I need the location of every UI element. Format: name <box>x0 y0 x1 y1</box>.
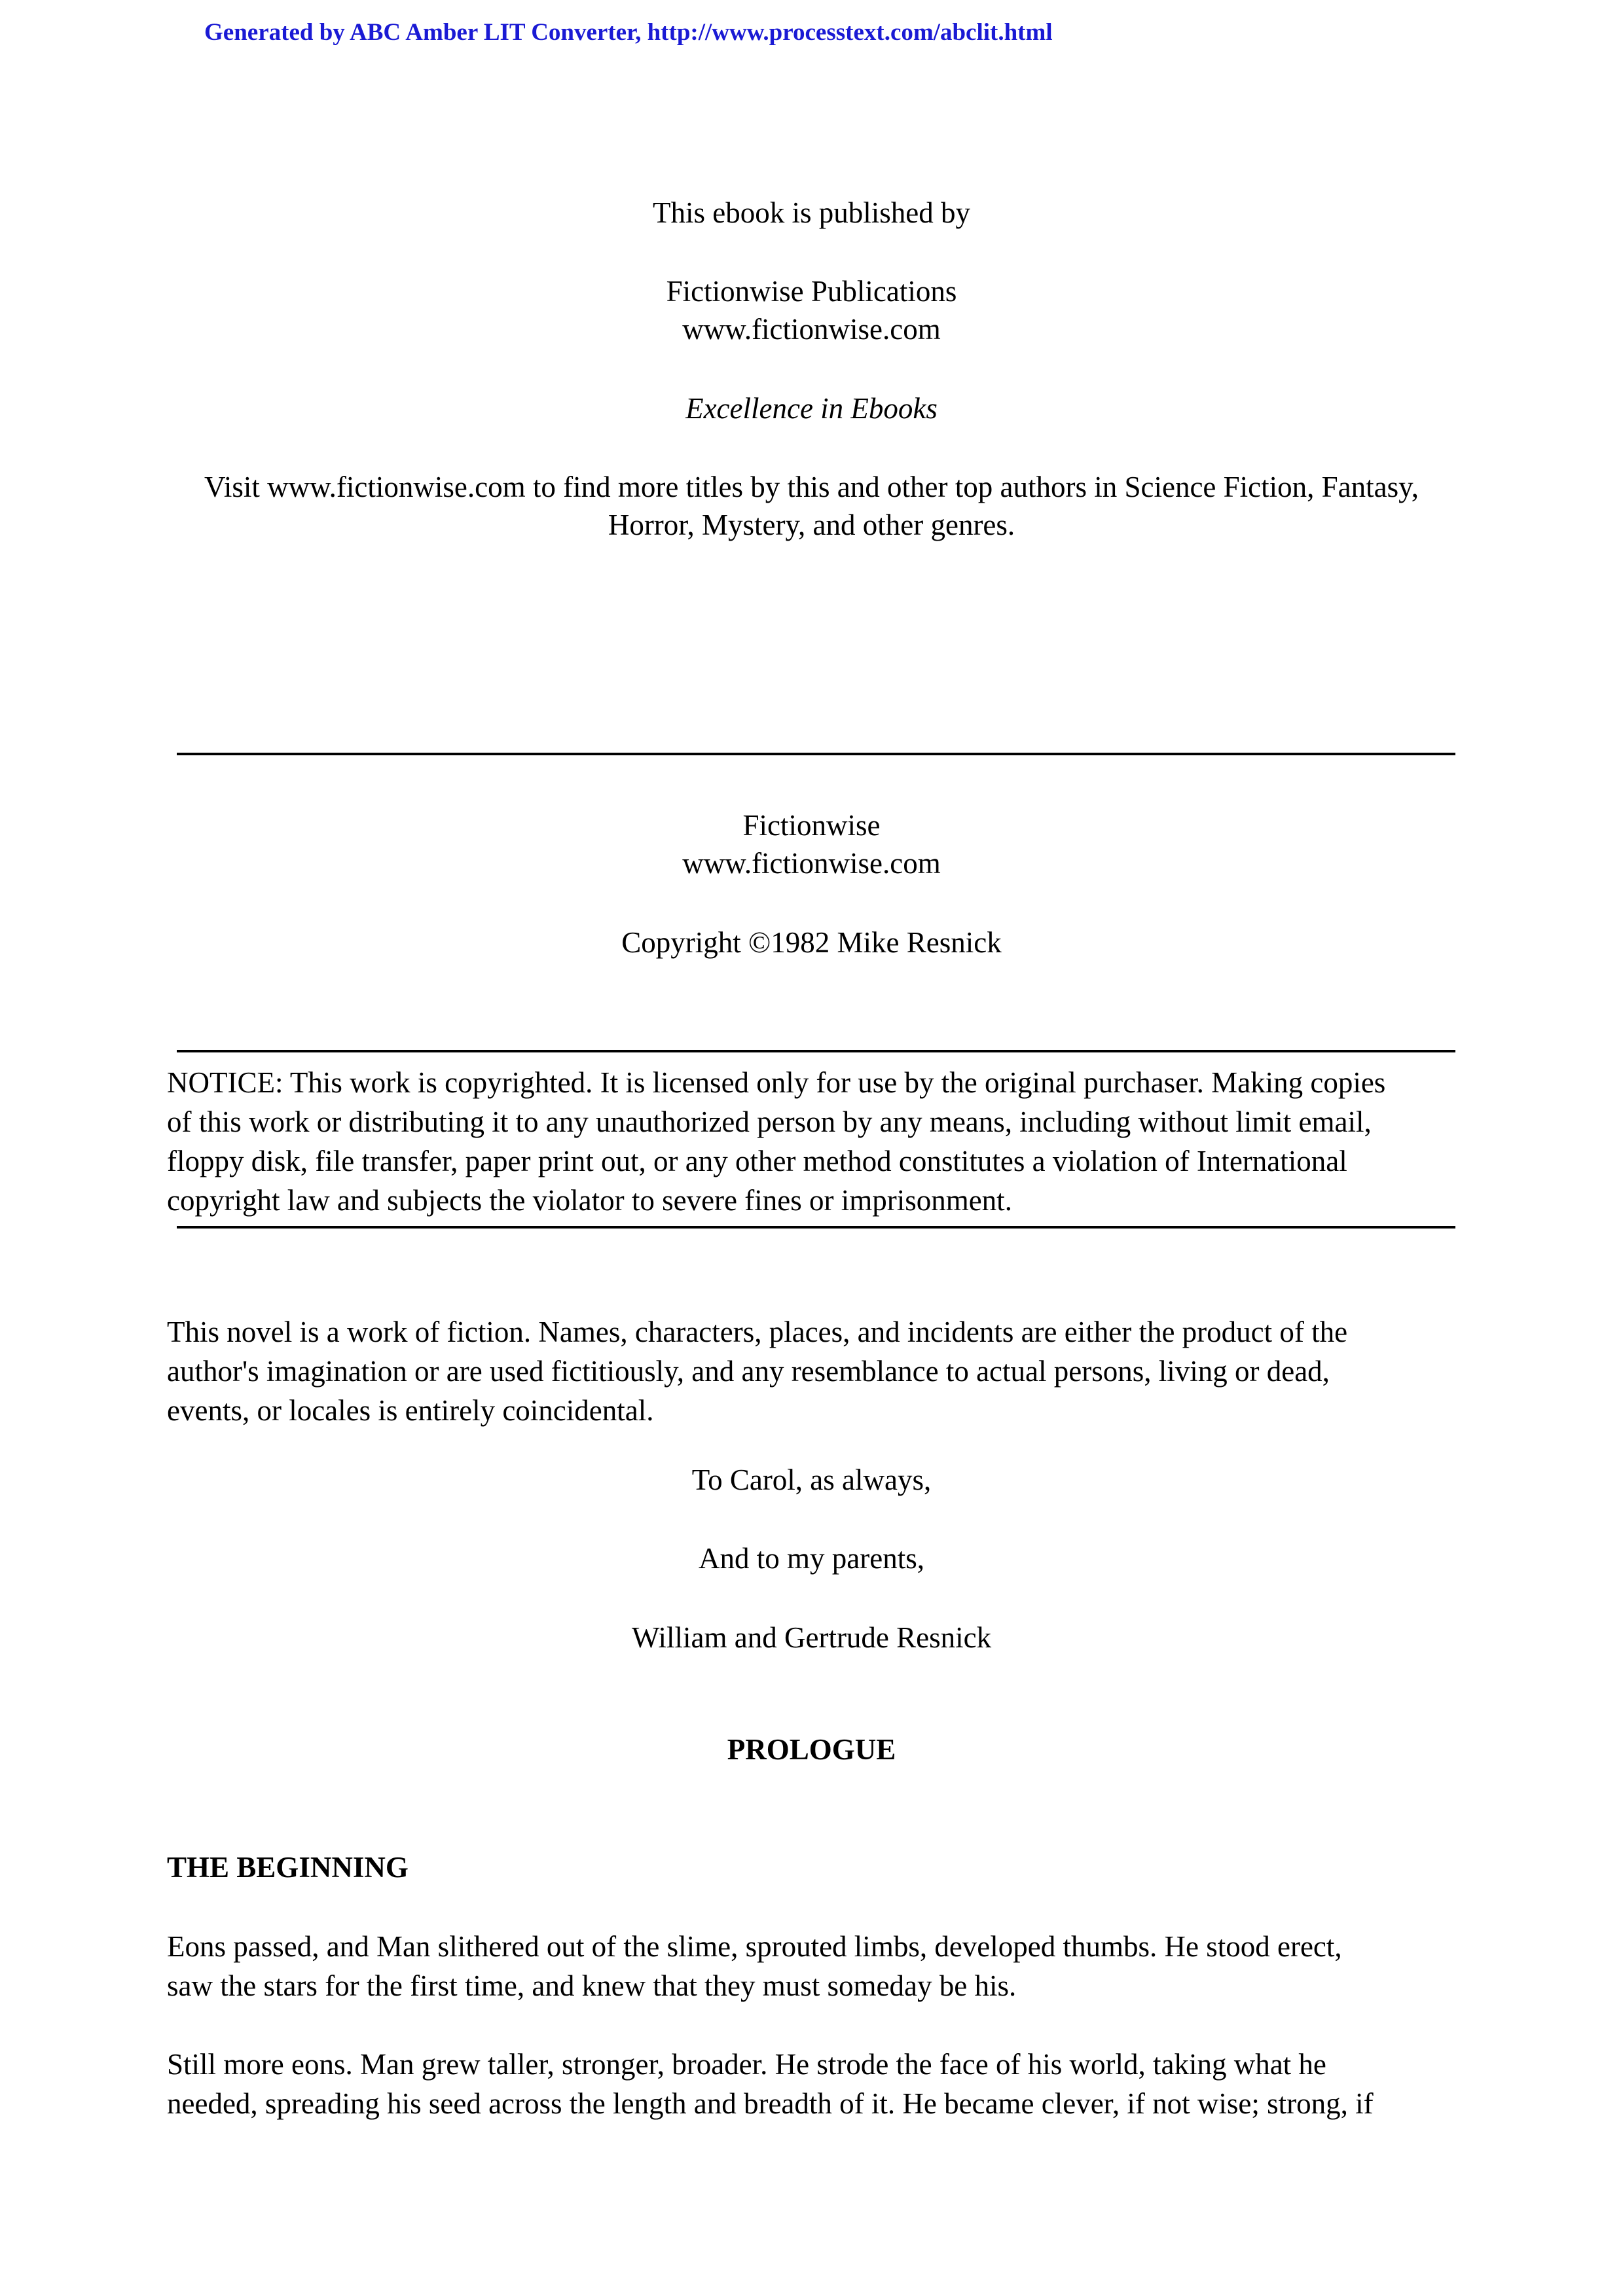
copyright-notice <box>167 1063 1385 1220</box>
dedication-line: To Carol, as always, <box>691 1463 932 1496</box>
fiction-disclaimer <box>167 1312 1347 1430</box>
prologue-heading: PROLOGUE <box>727 1733 896 1766</box>
publisher-url: www.fictionwise.com <box>682 313 941 346</box>
divider-rule <box>177 1226 1455 1229</box>
disclaimer-line: events, or locales is entirely coincidental. <box>167 1394 654 1427</box>
body-paragraph <box>167 2045 1374 2123</box>
notice-line: copyright law and subjects the violator to severe fines or imprisonment. <box>167 1184 1012 1217</box>
visit-text-line2: Horror, Mystery, and other genres. <box>608 509 1015 541</box>
published-by-text: This ebook is published by <box>653 196 970 229</box>
body-line: needed, spreading his seed across the length and breadth of it. He became clever, if not wise; strong, if <box>167 2087 1374 2120</box>
dedication-line: William and Gertrude Resnick <box>631 1621 992 1654</box>
disclaimer-line: This novel is a work of fiction. Names, characters, places, and incidents are either the product of the <box>167 1316 1348 1348</box>
divider-rule <box>177 753 1455 755</box>
notice-line: floppy disk, file transfer, paper print out, or any other method constitutes a violation of International <box>167 1145 1347 1177</box>
publisher-tagline: Excellence in Ebooks <box>685 392 938 425</box>
body-paragraph <box>167 1927 1342 2005</box>
visit-text-line1: Visit www.fictionwise.com to find more titles by this and other top authors in Science Fiction, Fantasy, <box>204 471 1419 503</box>
generator-link[interactable]: Generated by ABC Amber LIT Converter, http://www.processtext.com/abclit.html <box>204 19 1053 46</box>
copyright-publisher-name: Fictionwise <box>742 809 881 842</box>
publisher-name: Fictionwise Publications <box>666 275 957 308</box>
divider-rule <box>177 1050 1455 1052</box>
body-line: saw the stars for the first time, and knew that they must someday be his. <box>167 1969 1017 2002</box>
section-heading: THE BEGINNING <box>167 1851 409 1884</box>
notice-line: of this work or distributing it to any unauthorized person by any means, including without limit email, <box>167 1105 1372 1138</box>
body-line: Still more eons. Man grew taller, stronger, broader. He strode the face of his world, taking what he <box>167 2048 1326 2081</box>
copyright-publisher-url: www.fictionwise.com <box>682 847 941 880</box>
disclaimer-line: author's imagination or are used fictitiously, and any resemblance to actual persons, living or dead, <box>167 1355 1330 1388</box>
notice-line: NOTICE: This work is copyrighted. It is licensed only for use by the original purchaser. Making copies <box>167 1066 1386 1099</box>
dedication-line: And to my parents, <box>699 1542 924 1575</box>
body-line: Eons passed, and Man slithered out of the slime, sprouted limbs, developed thumbs. He stood erect, <box>167 1930 1342 1963</box>
copyright-line: Copyright ©1982 Mike Resnick <box>621 926 1002 959</box>
